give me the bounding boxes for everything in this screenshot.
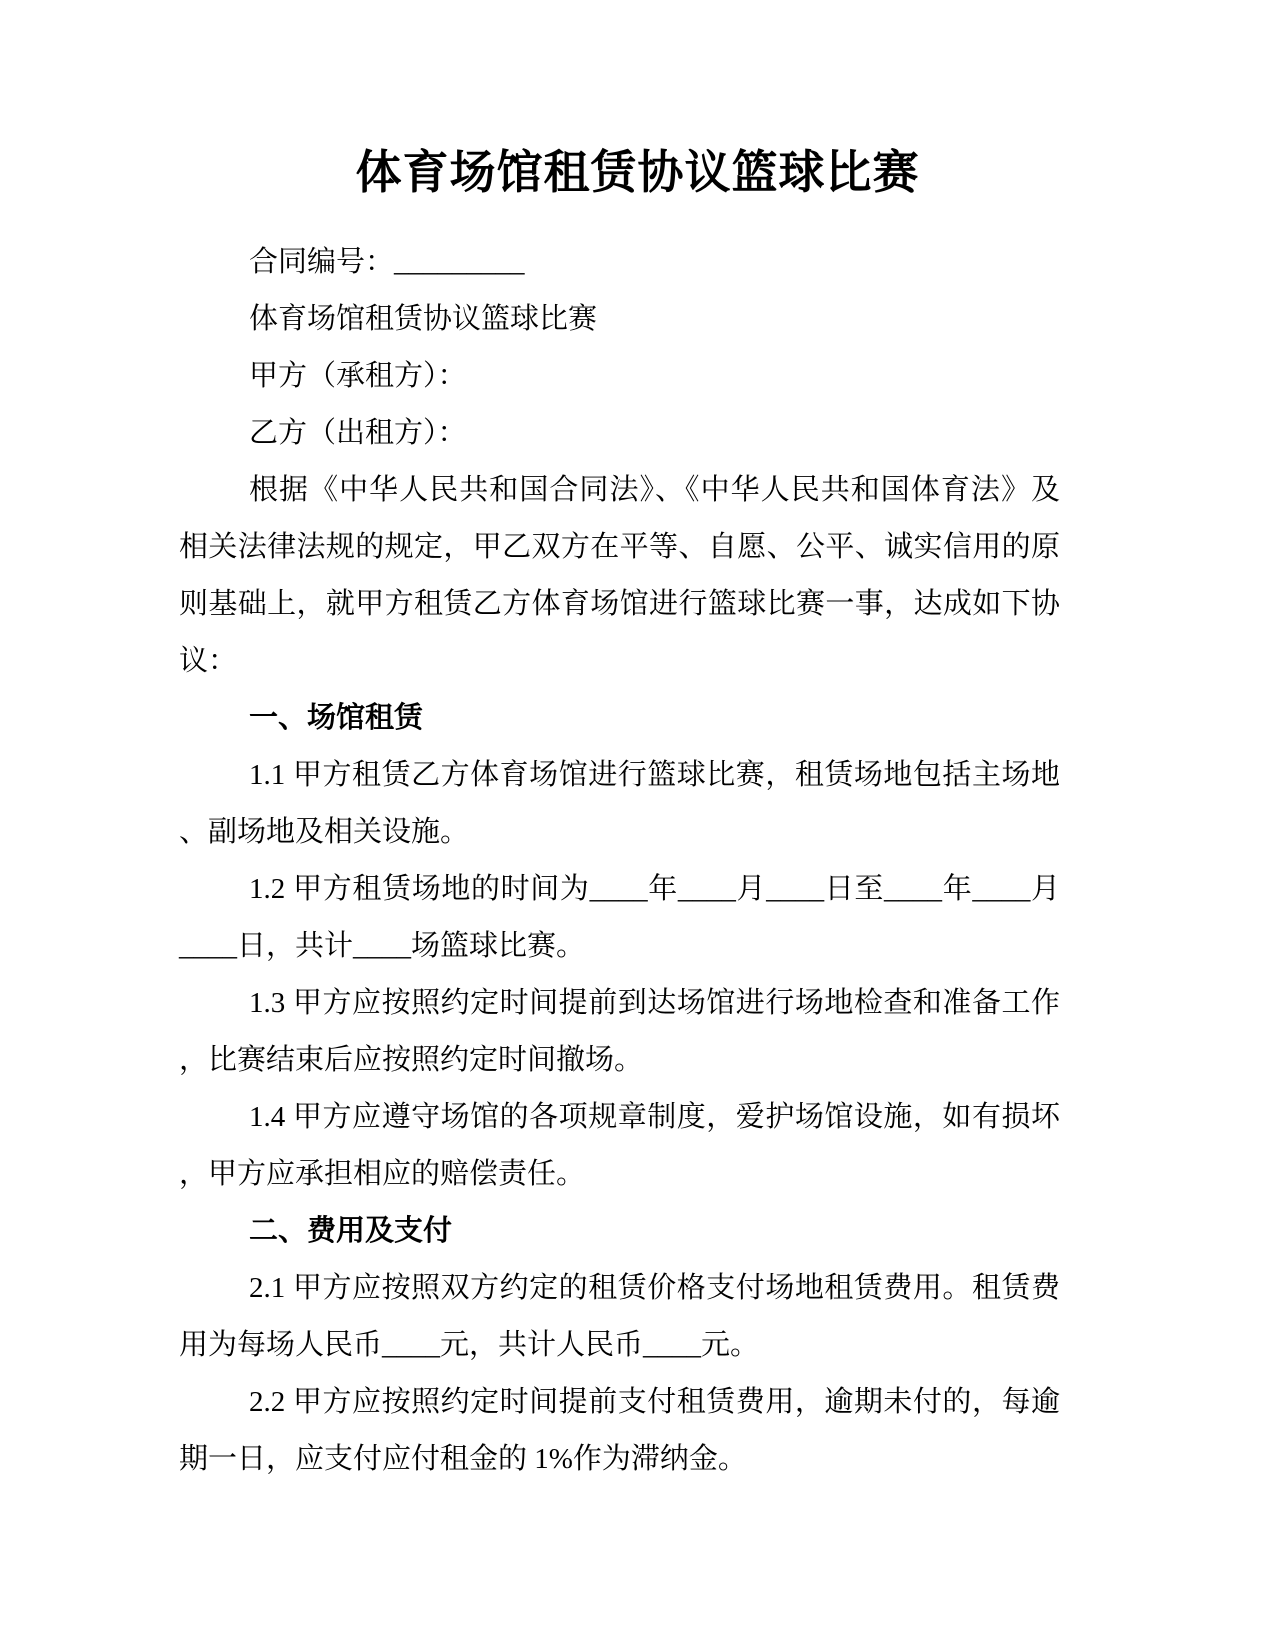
document-line: 1.2 甲方租赁场地的时间为____年____月____日至____年____月 bbox=[249, 873, 1060, 905]
section-heading: 一、场馆租赁 bbox=[249, 702, 424, 734]
document-body bbox=[179, 234, 1060, 1488]
document-line: 甲方（承租方）： bbox=[249, 360, 467, 392]
document-line: ____日，共计____场篮球比赛。 bbox=[179, 930, 586, 962]
document-line: 根据《中华人民共和国合同法》、《中华人民共和国体育法》及 bbox=[249, 474, 1060, 506]
document-line: 1.3 甲方应按照约定时间提前到达场馆进行场地检查和准备工作 bbox=[249, 987, 1060, 1019]
document-line: ，比赛结束后应按照约定时间撤场。 bbox=[179, 1044, 644, 1076]
document-line: 1.4 甲方应遵守场馆的各项规章制度，爱护场馆设施，如有损坏 bbox=[249, 1101, 1060, 1133]
document-line: 合同编号：_________ bbox=[249, 246, 525, 278]
document-line: 体育场馆租赁协议篮球比赛 bbox=[249, 303, 598, 335]
document-line: 用为每场人民币____元，共计人民币____元。 bbox=[179, 1329, 760, 1361]
document-line: 2.2 甲方应按照约定时间提前支付租赁费用，逾期未付的，每逾 bbox=[249, 1386, 1060, 1418]
document-line: 则基础上，就甲方租赁乙方体育场馆进行篮球比赛一事，达成如下协 bbox=[179, 588, 1060, 620]
section-heading: 二、费用及支付 bbox=[249, 1215, 453, 1247]
document-line: 议： bbox=[179, 645, 238, 677]
document-line: 、副场地及相关设施。 bbox=[179, 816, 470, 848]
document-line: 乙方（出租方）： bbox=[249, 417, 467, 449]
document-line: 相关法律法规的规定，甲乙双方在平等、自愿、公平、诚实信用的原 bbox=[179, 531, 1060, 563]
document-line: ，甲方应承担相应的赔偿责任。 bbox=[179, 1158, 586, 1190]
document-line: 2.1 甲方应按照双方约定的租赁价格支付场地租赁费用。租赁费 bbox=[249, 1272, 1060, 1304]
document-line: 期一日，应支付应付租金的 1%作为滞纳金。 bbox=[179, 1443, 747, 1475]
document-title: 体育场馆租赁协议篮球比赛 bbox=[355, 147, 920, 198]
document-line: 1.1 甲方租赁乙方体育场馆进行篮球比赛，租赁场地包括主场地 bbox=[249, 759, 1060, 791]
